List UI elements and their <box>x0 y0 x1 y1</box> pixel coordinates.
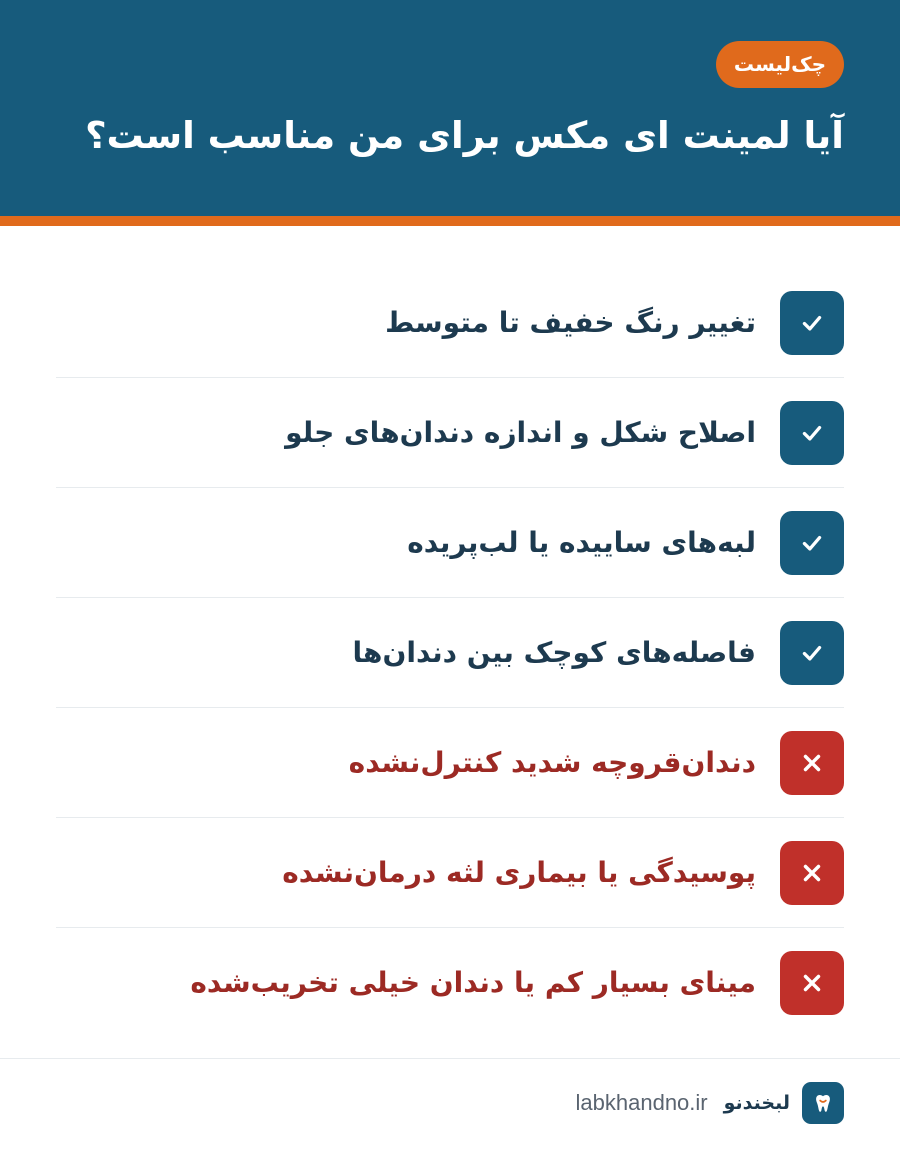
footer-divider <box>0 1058 900 1059</box>
checklist-badge: چک‌لیست <box>716 41 844 88</box>
brand-url: labkhandno.ir <box>575 1090 708 1115</box>
list-item-text: پوسیدگی یا بیماری لثه درمان‌نشده <box>282 856 756 889</box>
check-icon <box>780 401 844 465</box>
list-item-text: دندان‌قروچه شدید کنترل‌نشده <box>348 746 756 779</box>
page-title: آیا لمینت ای مکس برای من مناسب است؟ <box>85 114 844 157</box>
check-icon <box>780 291 844 355</box>
list-item-text: اصلاح شکل و اندازه دندان‌های جلو <box>285 416 756 449</box>
list-item-text: تغییر رنگ خفیف تا متوسط <box>385 306 756 339</box>
tooth-icon <box>802 1082 844 1124</box>
list-item <box>56 378 844 488</box>
list-item-text: فاصله‌های کوچک بین دندان‌ها <box>352 636 756 669</box>
list-item <box>56 268 844 378</box>
cross-icon <box>780 731 844 795</box>
footer <box>576 1082 844 1124</box>
list-item <box>56 818 844 928</box>
brand-name: لبخندنو <box>723 1092 790 1114</box>
header <box>0 0 900 216</box>
cross-icon <box>780 841 844 905</box>
list-item <box>56 708 844 818</box>
list-item <box>56 928 844 1038</box>
list-item <box>56 488 844 598</box>
check-icon <box>780 621 844 685</box>
check-icon <box>780 511 844 575</box>
checklist <box>56 268 844 1038</box>
header-accent-strip <box>0 216 900 226</box>
list-item-text: لبه‌های ساییده یا لب‌پریده <box>407 526 756 559</box>
list-item-text: مینای بسیار کم یا دندان خیلی تخریب‌شده <box>190 966 756 999</box>
list-item <box>56 598 844 708</box>
cross-icon <box>780 951 844 1015</box>
